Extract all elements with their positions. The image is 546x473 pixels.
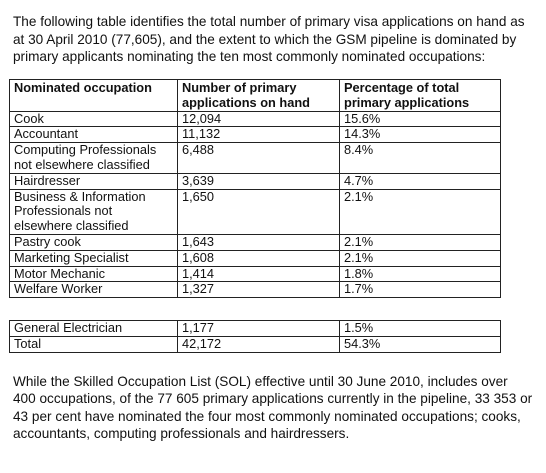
table-row [10, 143, 501, 174]
count-cell: 1,414 [178, 266, 340, 282]
percent-cell: 14.3% [340, 127, 501, 143]
table-row [10, 250, 501, 266]
percent-cell: 15.6% [340, 111, 501, 127]
header-percentage: Percentage of total primary applications [340, 80, 501, 112]
percent-cell: 1.5% [340, 321, 501, 337]
occupation-cell: Computing Professionals not elsewhere classified [10, 143, 178, 174]
occupation-cell: Welfare Worker [10, 282, 178, 298]
table-row [10, 321, 501, 337]
total-percent-cell: 54.3% [340, 336, 501, 352]
header-nominated-occupation: Nominated occupation [10, 80, 178, 112]
totals-table [9, 320, 501, 353]
header-number-of-applications: Number of primary applications on hand [178, 80, 340, 112]
percent-cell: 1.8% [340, 266, 501, 282]
total-label-cell: Total [10, 336, 178, 352]
outro-paragraph: While the Skilled Occupation List (SOL) effective until 30 June 2010, includes over 400 occupations, of the 77 605 primary applications currently in the pipeline, 33 353 or 43 per cent have nominated the four most commonly nominated occupations; cooks, accountants, computing professionals and hairdressers. [13, 374, 533, 441]
table-row [10, 111, 501, 127]
percent-cell: 1.7% [340, 282, 501, 298]
occupation-table [9, 79, 501, 298]
table-row [10, 189, 501, 234]
count-cell: 1,327 [178, 282, 340, 298]
percent-cell: 4.7% [340, 173, 501, 189]
table-row [10, 266, 501, 282]
table-row [10, 234, 501, 250]
count-cell: 12,094 [178, 111, 340, 127]
table-row [10, 173, 501, 189]
occupation-cell: Marketing Specialist [10, 250, 178, 266]
percent-cell: 2.1% [340, 234, 501, 250]
occupation-cell: General Electrician [10, 321, 178, 337]
table-row [10, 127, 501, 143]
intro-paragraph: The following table identifies the total number of primary visa applications on hand as at 30 April 2010 (77,605), and the extent to which the GSM pipeline is dominated by primary applicants nominating the ten most commonly nominated occupations: [13, 14, 525, 64]
count-cell: 6,488 [178, 143, 340, 174]
occupation-cell: Pastry cook [10, 234, 178, 250]
count-cell: 1,650 [178, 189, 340, 234]
occupation-cell: Cook [10, 111, 178, 127]
count-cell: 1,177 [178, 321, 340, 337]
count-cell: 1,643 [178, 234, 340, 250]
percent-cell: 2.1% [340, 189, 501, 234]
occupation-cell: Business & Information Professionals not elsewhere classified [10, 189, 178, 234]
total-row [10, 336, 501, 352]
percent-cell: 8.4% [340, 143, 501, 174]
occupation-cell: Accountant [10, 127, 178, 143]
occupation-cell: Hairdresser [10, 173, 178, 189]
count-cell: 1,608 [178, 250, 340, 266]
count-cell: 3,639 [178, 173, 340, 189]
table-row [10, 282, 501, 298]
table-header-row [10, 80, 501, 112]
percent-cell: 2.1% [340, 250, 501, 266]
count-cell: 11,132 [178, 127, 340, 143]
total-count-cell: 42,172 [178, 336, 340, 352]
occupation-cell: Motor Mechanic [10, 266, 178, 282]
